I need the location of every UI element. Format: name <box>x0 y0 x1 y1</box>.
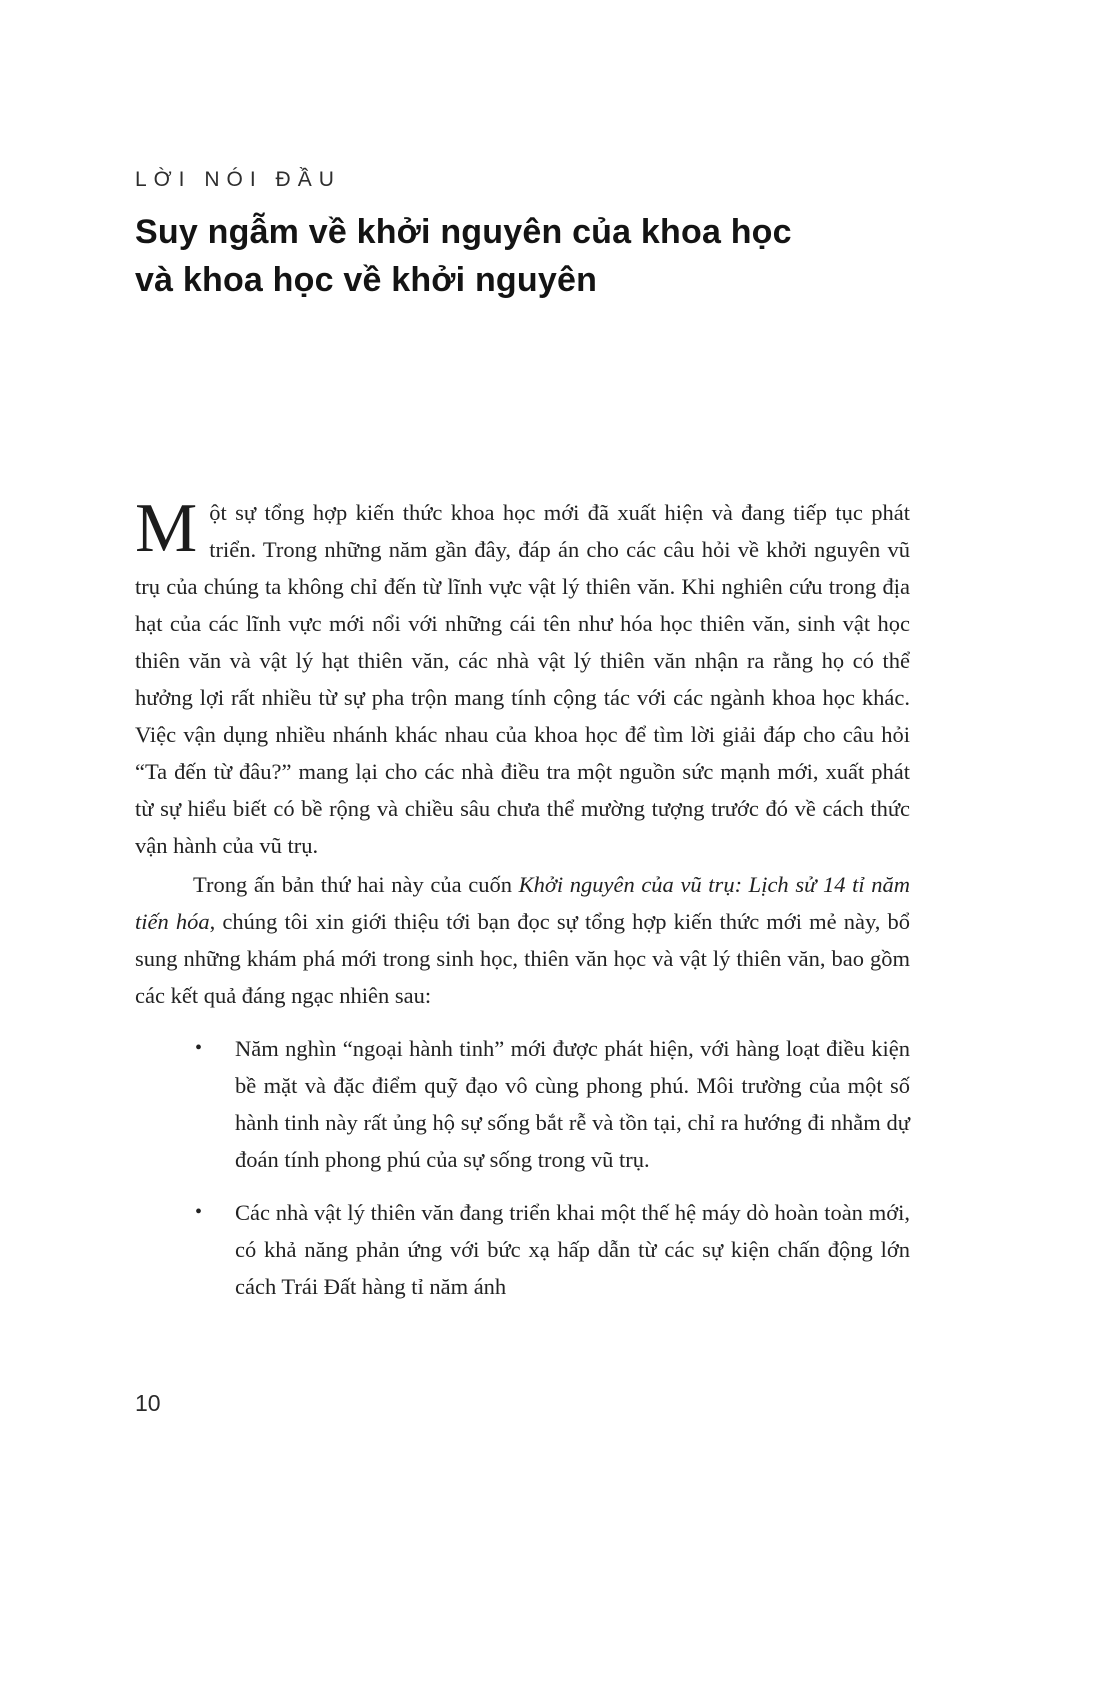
body-text <box>135 490 910 1305</box>
paragraph-edition-seg2: , chúng tôi xin giới thiệu tới bạn đọc sự tổng hợp kiến thức mới mẻ này, bổ sung những khám phá mới trong sinh học, thiên văn học và vật lý thiên văn, bao gồm các kết quả đáng ngạc nhiên sau: <box>135 909 910 1008</box>
paragraph-intro <box>135 490 910 864</box>
paragraph-edition <box>135 866 910 1014</box>
bullet-item-exoplanets <box>195 1030 910 1178</box>
page-number: 10 <box>135 1390 161 1416</box>
book-title-italic: Khởi nguyên của vũ trụ: Lịch sử 14 tỉ năm tiến hóa <box>135 872 910 934</box>
bullet-icon: • <box>195 1037 203 1059</box>
paragraph-edition-seg1: Trong ấn bản thứ hai này của cuốn <box>193 872 519 897</box>
bullet-list <box>135 1030 910 1305</box>
bullet-item-detectors-text: Các nhà vật lý thiên văn đang triển khai một thế hệ máy dò hoàn toàn mới, có khả năng phản ứng với bức xạ hấp dẫn từ các sự kiện chấn động lớn cách Trái Đất hàng tỉ năm ánh <box>235 1200 910 1299</box>
chapter-title-line1: Suy ngẫm về khởi nguyên của khoa học <box>135 213 792 251</box>
paragraph-intro-text: ột sự tổng hợp kiến thức khoa học mới đã xuất hiện và đang tiếp tục phát triển. Trong những năm gần đây, đáp án cho các câu hỏi về khởi nguyên vũ trụ của chúng ta không chỉ đến từ lĩnh vực vật lý thiên văn. Khi nghiên cứu trong địa hạt của các lĩnh vực mới nổi với những cái tên như hóa học thiên văn, sinh vật học thiên văn và vật lý hạt thiên văn, các nhà vật lý thiên văn nhận ra rằng họ có thể hưởng lợi rất nhiều từ sự pha trộn mang tính cộng tác với các ngành khoa học khác. Việc vận dụng nhiều nhánh khác nhau của khoa học để tìm lời giải đáp cho câu hỏi “Ta đến từ đâu?” mang lại cho các nhà điều tra một nguồn sức mạnh mới, xuất phát từ sự hiểu biết có bề rộng và chiều sâu chưa thể mường tượng trước đó về cách thức vận hành của vũ trụ. <box>135 500 910 858</box>
dropcap-letter: M <box>135 490 198 567</box>
bullet-icon: • <box>195 1201 203 1223</box>
chapter-title <box>135 208 910 304</box>
chapter-title-line2: và khoa học về khởi nguyên <box>135 261 598 299</box>
bullet-item-exoplanets-text: Năm nghìn “ngoại hành tinh” mới được phát hiện, với hàng loạt điều kiện bề mặt và đặc điểm quỹ đạo vô cùng phong phú. Môi trường của một số hành tinh này rất ủng hộ sự sống bắt rễ và tồn tại, chỉ ra hướng đi nhằm dự đoán tính phong phú của sự sống trong vũ trụ. <box>235 1036 910 1172</box>
chapter-kicker: LỜI NÓI ĐẦU <box>135 168 341 191</box>
bullet-item-detectors <box>195 1194 910 1305</box>
